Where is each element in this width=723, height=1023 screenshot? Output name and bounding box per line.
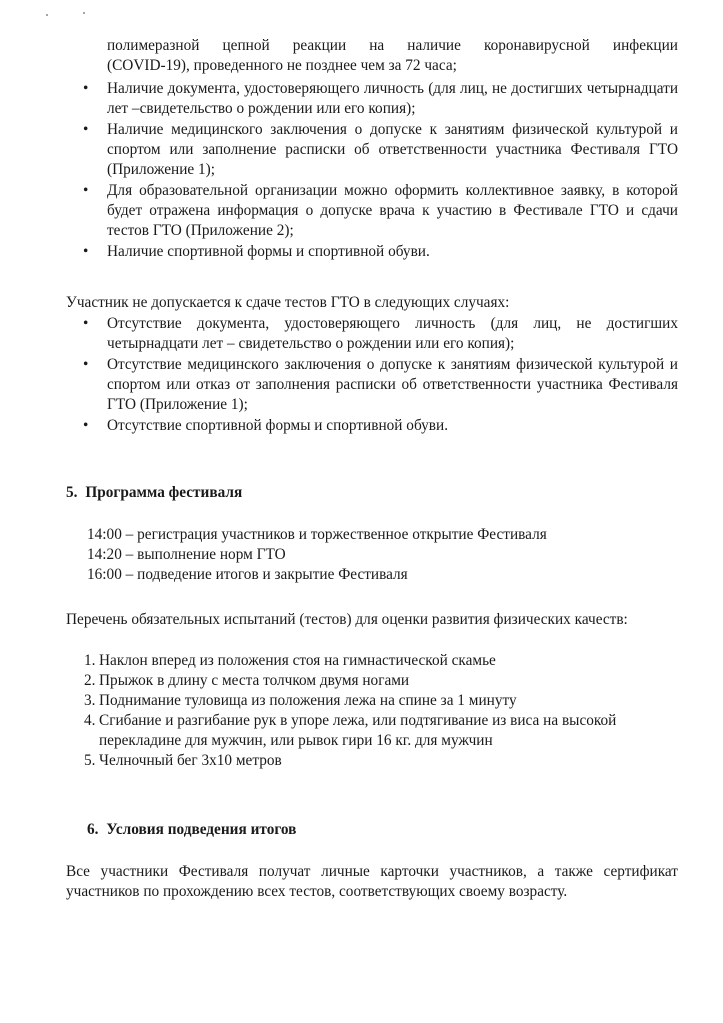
section-6-title: Условия подведения итогов bbox=[106, 821, 297, 838]
section-5-heading bbox=[66, 483, 678, 503]
admission-list bbox=[66, 79, 678, 262]
test-item bbox=[66, 671, 678, 691]
schedule-item: 14:00 – регистрация участников и торжественное открытие Фестиваля bbox=[87, 526, 547, 543]
test-text: Наклон вперед из положения стоя на гимнастической скамье bbox=[99, 652, 496, 669]
scan-speck bbox=[83, 12, 85, 14]
section-5 bbox=[66, 483, 678, 503]
test-number: 3. bbox=[84, 692, 96, 709]
tests-list bbox=[66, 651, 678, 771]
schedule-list bbox=[66, 525, 699, 585]
test-text: Поднимание туловища из положения лежа на спине за 1 минуту bbox=[99, 692, 517, 709]
admission-item: • Наличие медицинского заключения о допуске к занятиям физической культурой и спортом или заполнение расписки об ответственности участника Фестиваля ГТО (Приложение 1); bbox=[66, 120, 678, 180]
admission-item: • Наличие документа, удостоверяющего личность (для лиц, не достигших четырнадцати лет –свидетельство о рождении или его копия); bbox=[66, 79, 678, 119]
test-text: Прыжок в длину с места толчком двумя ногами bbox=[99, 672, 410, 689]
continuation-line: (COVID-19), проведенного не позднее чем за 72 часа; bbox=[107, 57, 457, 74]
section-6-heading bbox=[87, 820, 699, 840]
test-item bbox=[66, 651, 678, 671]
not-admitted-item: • Отсутствие документа, удостоверяющего личность (для лиц, не достигших четырнадцати лет – свидетельство о рождении или его копия); bbox=[66, 314, 678, 354]
not-admitted-item: • Отсутствие спортивной формы и спортивной обуви. bbox=[66, 416, 678, 436]
test-item bbox=[66, 751, 678, 771]
schedule-item: 14:20 – выполнение норм ГТО bbox=[87, 546, 286, 563]
schedule-item: 16:00 – подведение итогов и закрытие Фестиваля bbox=[87, 566, 408, 583]
test-item bbox=[66, 691, 678, 711]
test-number: 1. bbox=[84, 652, 96, 669]
test-number: 4. bbox=[84, 712, 96, 729]
not-admitted-list bbox=[66, 314, 678, 436]
test-item bbox=[66, 711, 678, 751]
tests-block bbox=[66, 651, 678, 771]
section-6-number: 6. bbox=[87, 821, 99, 838]
not-admitted-item: • Отсутствие медицинского заключения о допуске к занятиям физической культурой и спортом или отказ от заполнения расписки об ответственности участника Фестиваля ГТО (Приложение 1); bbox=[66, 355, 678, 415]
admission-list-block bbox=[66, 79, 678, 262]
test-text: Сгибание и разгибание рук в упоре лежа, или подтягивание из виса на высокой перекладине для мужчин, или рывок гири 16 кг. для мужчин bbox=[99, 712, 617, 749]
section-5-number: 5. bbox=[66, 484, 78, 501]
continuation-paragraph bbox=[66, 36, 678, 76]
section-6-body: Все участники Фестиваля получат личные карточки участников, а также сертификат участников по прохождению всех тестов, соответствующих своему возрасту. bbox=[66, 863, 678, 900]
test-number: 2. bbox=[84, 672, 96, 689]
section-6 bbox=[66, 820, 699, 840]
admission-item: • Наличие спортивной формы и спортивной обуви. bbox=[66, 242, 678, 262]
admission-item: • Для образовательной организации можно оформить коллективное заявку, в которой будет отражена информация о допуске врача к участию в Фестивале ГТО и сдачи тестов ГТО (Приложение 2); bbox=[66, 181, 678, 241]
not-admitted-block bbox=[66, 293, 678, 436]
section-5-title: Программа фестиваля bbox=[85, 484, 243, 501]
tests-intro: Перечень обязательных испытаний (тестов) для оценки развития физических качеств: bbox=[66, 611, 628, 628]
test-text: Челночный бег 3х10 метров bbox=[99, 752, 282, 769]
scan-speck bbox=[46, 14, 48, 16]
continuation-line: полимеразной цепной реакции на наличие коронавирусной инфекции bbox=[107, 37, 678, 54]
not-admitted-intro: Участник не допускается к сдаче тестов ГТО в следующих случаях: bbox=[66, 294, 510, 311]
test-number: 5. bbox=[84, 752, 96, 769]
